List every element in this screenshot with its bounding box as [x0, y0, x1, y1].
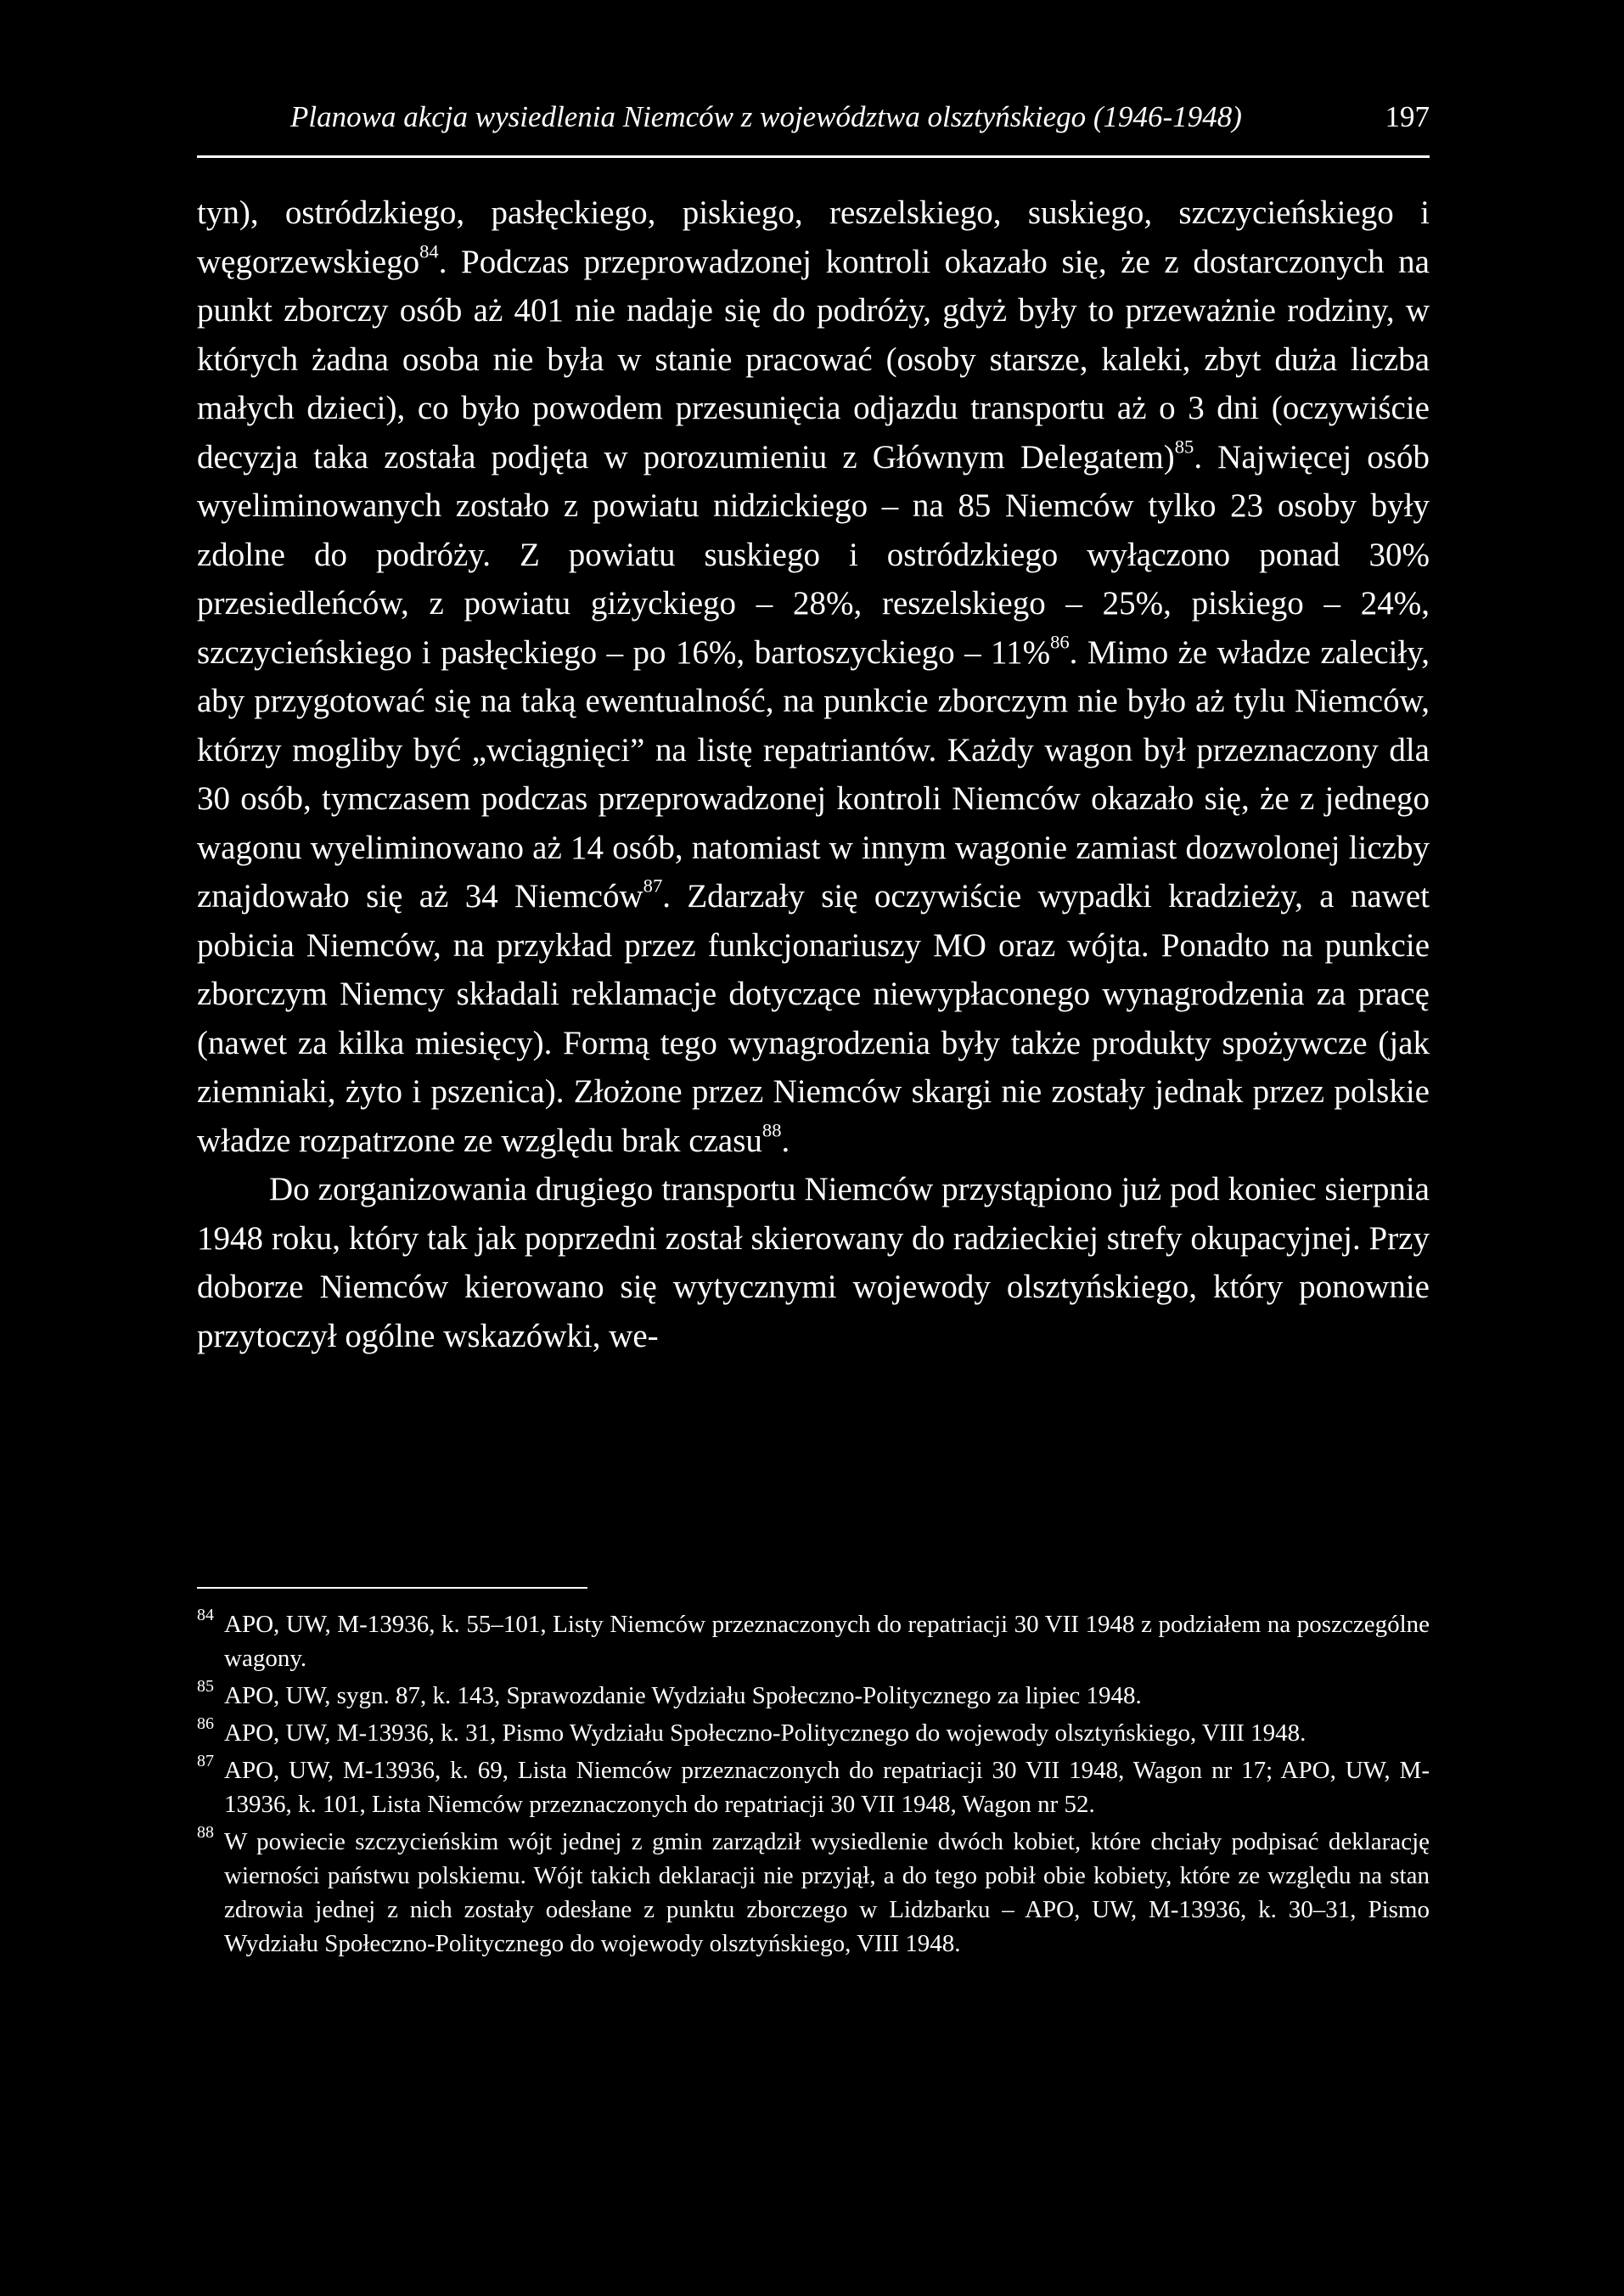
paragraph-text: . Najwięcej osób wyeliminowanych zostało z powiatu nidzickiego – na 85 Niemców tylko 23 osoby były zdolne do podróży. Z powiatu suskiego i ostródzkiego wyłączono ponad 30% przesiedleńców, z powiatu giżyckiego – 28%, reszelskiego – 25%, piskiego – 24%, szczycieńskiego i pasłęckiego – po 16%, bartoszyckiego – 11% [197, 438, 1430, 671]
footnote-ref-87: 87 [643, 875, 663, 897]
footnotes [197, 1607, 1430, 1964]
footnote-87 [197, 1753, 1430, 1821]
footnote-separator [197, 1587, 587, 1589]
footnote-ref-84: 84 [419, 239, 439, 262]
footnote-ref-88: 88 [761, 1118, 782, 1140]
footnote-85 [197, 1679, 1430, 1713]
footnote-88 [197, 1825, 1430, 1961]
running-title: Planowa akcja wysiedlenia Niemców z województwa olsztyńskiego (1946-1948) [290, 100, 1242, 133]
footnote-text: APO, UW, sygn. 87, k. 143, Sprawozdanie Wydziału Społeczno-Politycznego za lipiec 1948. [224, 1682, 1142, 1709]
footnote-number: 86 [197, 1714, 214, 1733]
paragraph-text: . Mimo że władze zaleciły, aby przygotować się na taką ewentualność, na punkcie zborczym nie było aż tylu Niemców, którzy mogliby być „wciągnięci” na listę repatriantów. Każdy wagon był przeznaczony dla 30 osób, tymczasem podczas przeprowadzonej kontroli Niemców okazało się, że z jednego wagonu wyeliminowano aż 14 osób, natomiast w innym wagonie zamiast dozwolonej liczby znajdowało się aż 34 Niemców [197, 633, 1430, 914]
footnote-ref-86: 86 [1050, 630, 1070, 652]
paragraph-text: . Zdarzały się oczywiście wypadki kradzieży, a nawet pobicia Niemców, na przykład przez funkcjonariuszy MO oraz wójta. Ponadto na punkcie zborczym Niemcy składali reklamacje dotyczące niewypłaconego wynagrodzenia za pracę (nawet za kilka miesięcy). Formą tego wynagrodzenia były także produkty spożywcze (jak ziemniaki, żyto i pszenica). Złożone przez Niemców skargi nie zostały jednak przez polskie władze rozpatrzone ze względu brak czasu [197, 878, 1430, 1159]
paragraph-text: Do zorganizowania drugiego transportu Niemców przystąpiono już pod koniec sierpnia 1948 roku, który tak jak poprzedni został skierowany do radzieckiej strefy okupacyjnej. Przy doborze Niemców kierowano się wytycznymi wojewody olsztyńskiego, który ponownie przytoczył ogólne wskazówki, we- [197, 1171, 1430, 1354]
paragraph-text: . [781, 1122, 790, 1159]
page-number: 197 [1385, 100, 1430, 133]
footnote-number: 87 [197, 1752, 214, 1770]
running-header [197, 95, 1430, 139]
footnote-ref-85: 85 [1174, 435, 1194, 457]
footnote-text: APO, UW, M-13936, k. 69, Lista Niemców przeznaczonych do repatriacji 30 VII 1948, Wagon nr 17; APO, UW, M-13936, k. 101, Lista Niemców przeznaczonych do repatriacji 30 VII 1948, Wagon nr 52. [224, 1757, 1430, 1818]
footnote-number: 84 [197, 1606, 214, 1624]
footnote-text: APO, UW, M-13936, k. 31, Pismo Wydziału Społeczno-Politycznego do wojewody olsztyńskiego, VIII 1948. [224, 1719, 1307, 1747]
footnote-84 [197, 1607, 1430, 1675]
footnote-86 [197, 1716, 1430, 1750]
footnote-number: 85 [197, 1677, 214, 1696]
footnote-number: 88 [197, 1823, 214, 1842]
paragraph-2 [197, 1165, 1430, 1360]
paragraph-text: . Podczas przeprowadzonej kontroli okazało się, że z dostarczonych na punkt zborczy osób aż 401 nie nadaje się do podróży, gdyż były to przeważnie rodziny, w których żadna osoba nie była w stanie pracować (osoby starsze, kaleki, zbyt duża liczba małych dzieci), co było powodem przesunięcia odjazdu transportu aż o 3 dni (oczywiście decyzja taka została podjęta w porozumieniu z Głównym Delegatem) [197, 243, 1430, 476]
paragraph-text: tyn), ostródzkiego, pasłęckiego, piskiego, reszelskiego, suskiego, szczycieńskiego i węgorzewskiego [197, 194, 1430, 280]
footnote-text: APO, UW, M-13936, k. 55–101, Listy Niemców przeznaczonych do repatriacji 30 VII 1948 z podziałem na poszczególne wagony. [224, 1611, 1430, 1672]
main-text [197, 189, 1430, 1360]
header-rule [197, 155, 1430, 158]
footnote-text: W powiecie szczycieńskim wójt jednej z gmin zarządził wysiedlenie dwóch kobiet, które chciały podpisać deklarację wierności państwu polskiemu. Wójt takich deklaracji nie przyjął, a do tego pobił obie kobiety, które ze względu na stan zdrowia jednej z nich zostały odesłane z punktu zborczego w Lidzbarku – APO, UW, M-13936, k. 30–31, Pismo Wydziału Społeczno-Politycznego do wojewody olsztyńskiego, VIII 1948. [224, 1828, 1430, 1957]
paragraph-1 [197, 189, 1430, 1165]
